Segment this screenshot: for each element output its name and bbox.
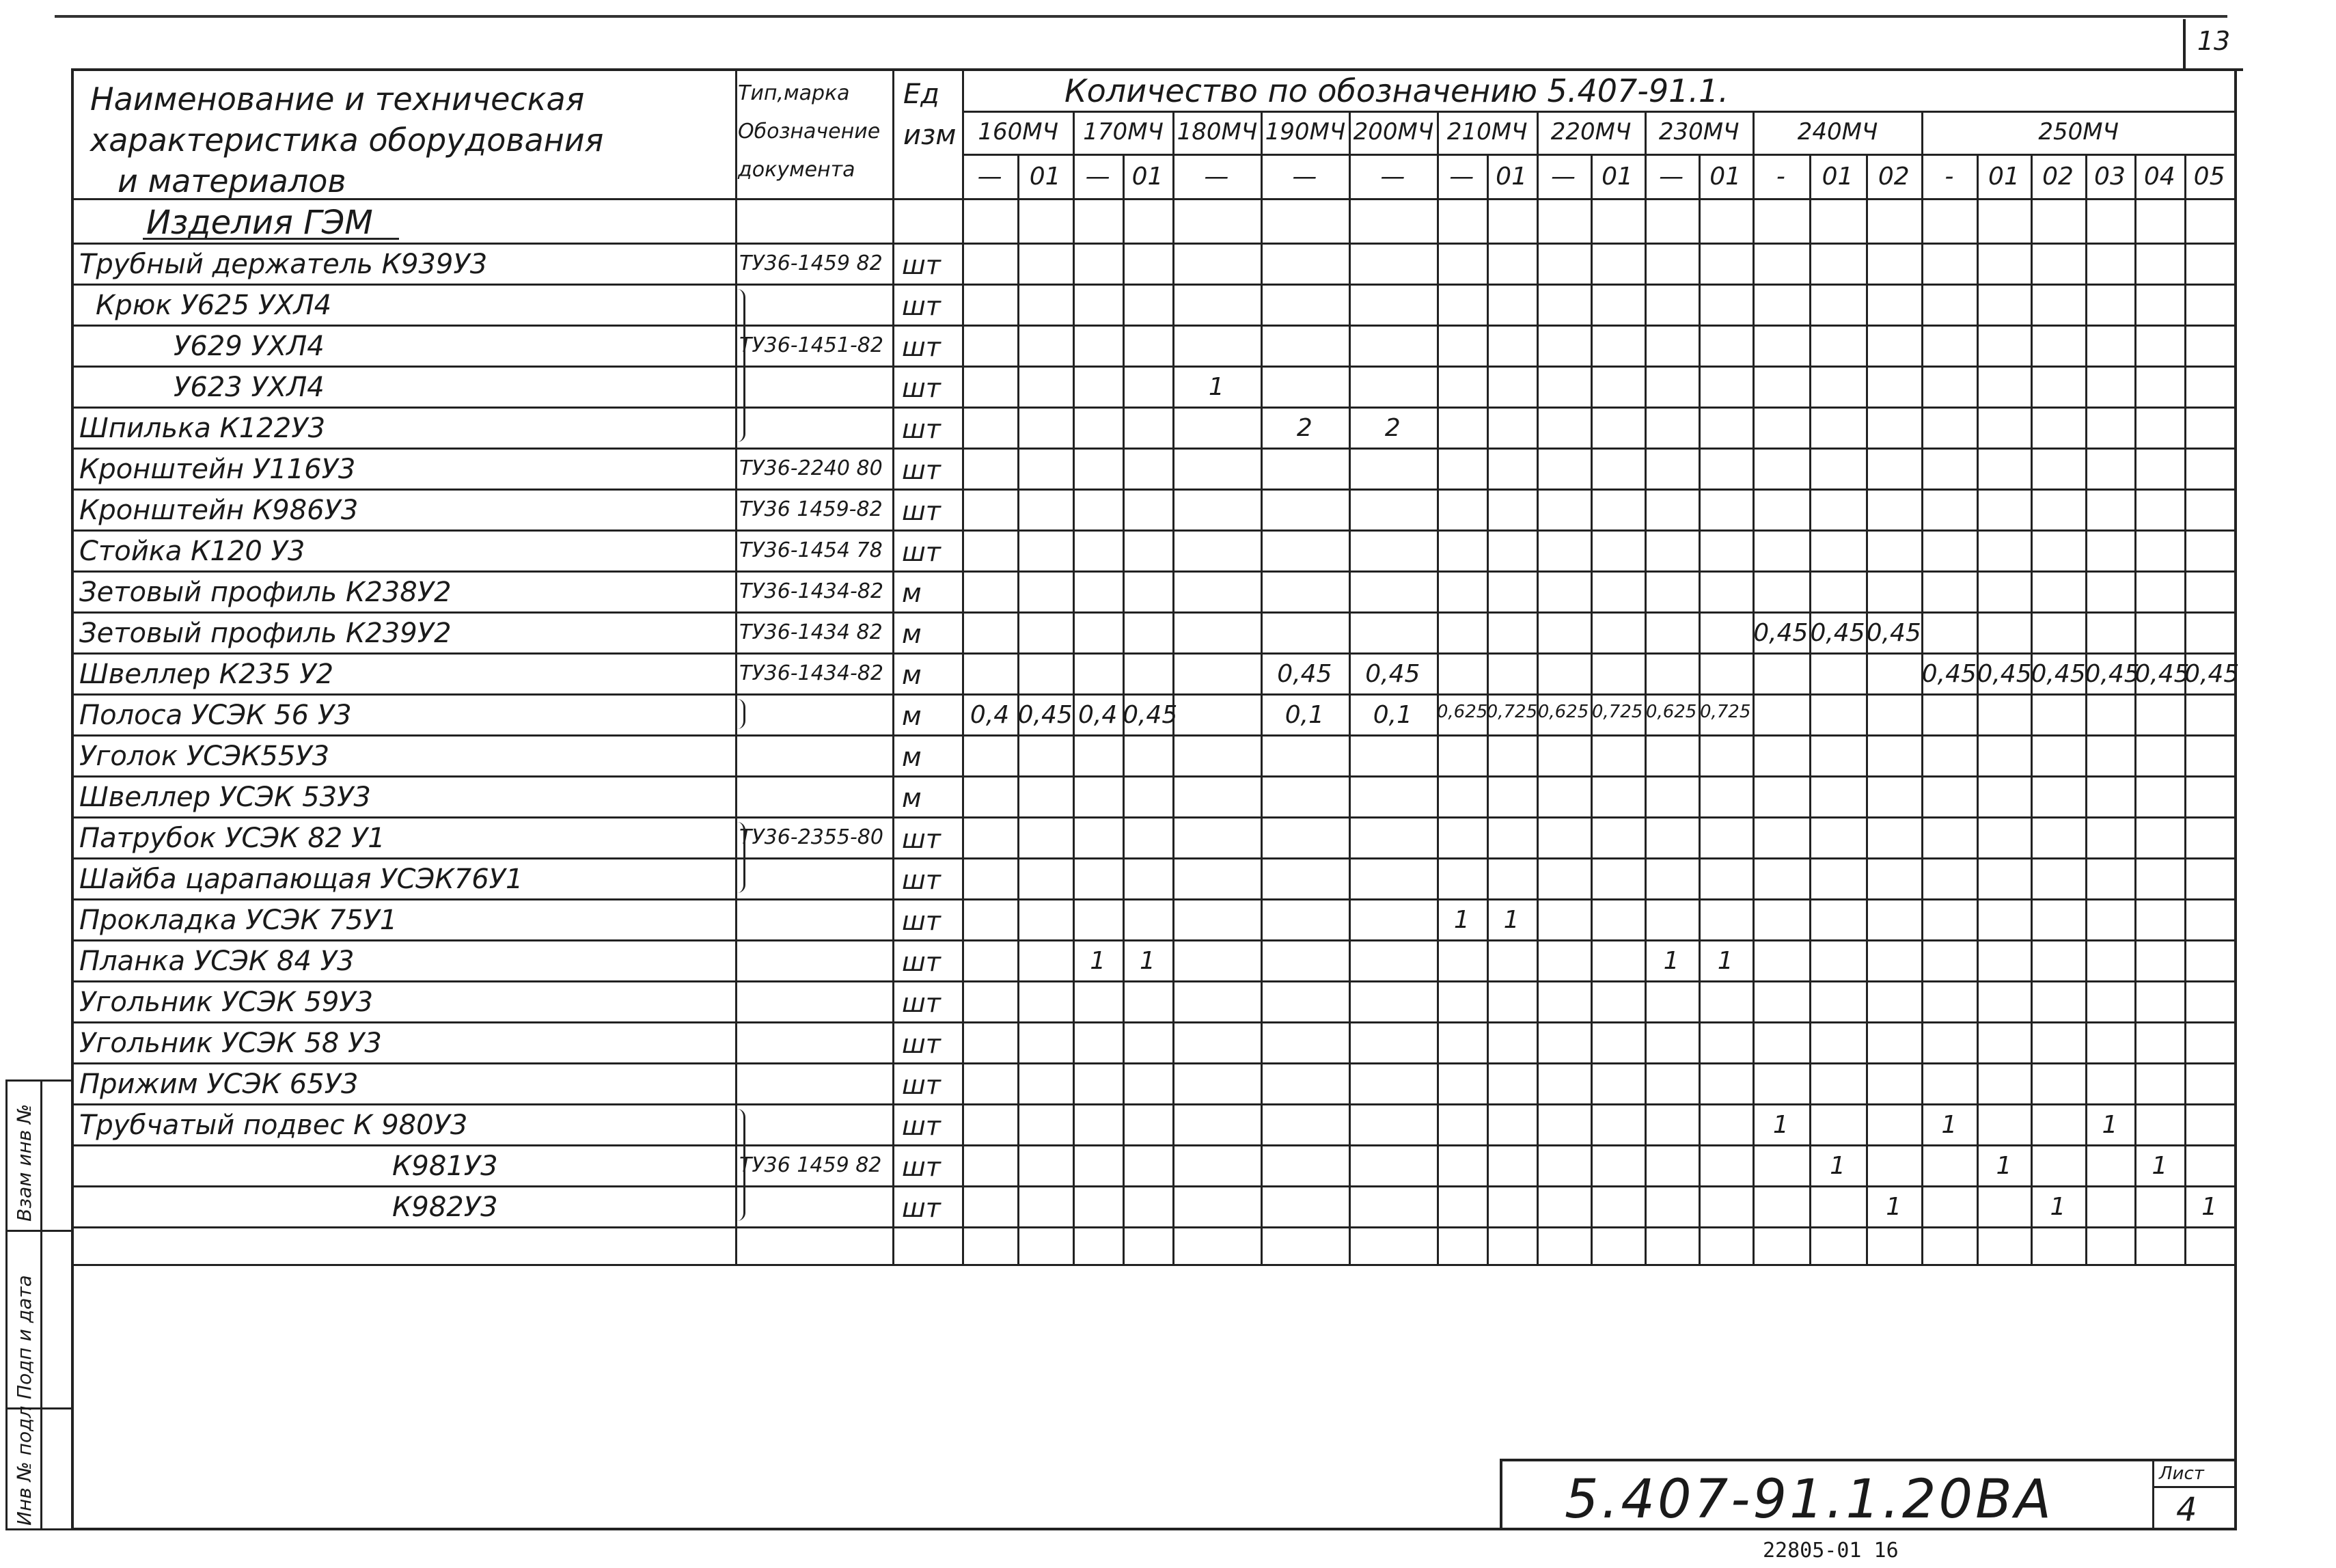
top-rule bbox=[55, 15, 2227, 18]
sub-column-border bbox=[2085, 154, 2087, 1264]
item-unit: м bbox=[902, 578, 922, 608]
sub-column-border bbox=[1977, 154, 1979, 1264]
side-cell-inv bbox=[8, 1405, 71, 1530]
table-row-line bbox=[71, 489, 2237, 491]
sheet-number: 4 bbox=[2176, 1491, 2197, 1529]
item-name: Кронштейн У116У3 bbox=[79, 454, 356, 485]
item-name: Швеллер УСЭК 53У3 bbox=[79, 782, 371, 813]
table-row-line bbox=[71, 775, 2237, 778]
sub-column-label: 01 bbox=[1131, 163, 1164, 191]
group-label-2: 180МЧ bbox=[1177, 118, 1258, 146]
header-name-line-0: Наименование и техническая bbox=[90, 81, 585, 118]
quantity-cell: 0,1 bbox=[1373, 701, 1412, 729]
table-row-line bbox=[71, 652, 2237, 655]
quantity-cell: 2 bbox=[1296, 414, 1313, 442]
item-type-doc: ТУ36-1459 82 bbox=[739, 251, 883, 275]
table-row-line bbox=[71, 734, 2237, 737]
item-unit: шт bbox=[902, 496, 941, 526]
sub-column-border bbox=[2134, 154, 2136, 1264]
table-row-line bbox=[71, 693, 2237, 696]
table-row-line bbox=[71, 1062, 2237, 1064]
table-row-line bbox=[71, 1021, 2237, 1023]
item-unit: шт bbox=[902, 824, 941, 854]
sub-column-label: — bbox=[1551, 163, 1576, 191]
quantity-cell: 1 bbox=[1772, 1111, 1789, 1139]
quantity-cell: 0,4 bbox=[1078, 701, 1118, 729]
grouping-brace bbox=[737, 1109, 745, 1221]
table-row-line bbox=[71, 611, 2237, 614]
side-label-inv: Инв № подл bbox=[13, 1405, 36, 1526]
quantity-cell: 0,45 bbox=[1921, 660, 1977, 688]
group-label-1: 170МЧ bbox=[1083, 118, 1164, 146]
table-row-line bbox=[71, 939, 2237, 941]
item-unit: шт bbox=[902, 1029, 941, 1059]
quantity-cell: 0,4 bbox=[970, 701, 1010, 729]
item-unit: шт bbox=[902, 537, 941, 567]
sub-column-label: — bbox=[1659, 163, 1684, 191]
item-name: Шайба царапающая УСЭК76У1 bbox=[79, 864, 523, 895]
section-title: Изделия ГЭМ bbox=[146, 204, 373, 242]
group-label-9: 250МЧ bbox=[2038, 118, 2119, 146]
quantity-cell: 0,725 bbox=[1486, 702, 1538, 722]
grouping-brace bbox=[737, 289, 745, 442]
quantity-cell: 0,625 bbox=[1645, 702, 1697, 722]
sub-column-label: 02 bbox=[2042, 163, 2074, 191]
archive-stamp: 22805-01 16 bbox=[1763, 1539, 1899, 1563]
sub-column-border bbox=[2031, 154, 2033, 1264]
item-name: Зетовый профиль К239У2 bbox=[79, 618, 452, 649]
quantity-cell: 1 bbox=[1140, 947, 1155, 975]
quantity-cell: 0,625 bbox=[1436, 702, 1488, 722]
header-unit-line-1: изм bbox=[903, 120, 957, 151]
quantity-cell: 1 bbox=[1503, 906, 1520, 934]
page-number: 13 bbox=[2197, 26, 2231, 56]
quantity-cell: 1 bbox=[1717, 947, 1733, 975]
table-row-line bbox=[71, 1226, 2237, 1228]
item-name: Кронштейн К986У3 bbox=[79, 495, 359, 526]
item-name: Патрубок УСЭК 82 У1 bbox=[79, 823, 385, 854]
sub-column-label: 03 bbox=[2094, 163, 2126, 191]
quantity-cell: 1 bbox=[2152, 1152, 2168, 1180]
group-label-0: 160МЧ bbox=[978, 118, 1058, 146]
item-name: Прижим УСЭК 65У3 bbox=[79, 1069, 359, 1100]
item-type-doc: ТУ36 1459-82 bbox=[739, 497, 883, 521]
document-code: 5.407-91.1.20ВА bbox=[1565, 1469, 2055, 1530]
table-row-line bbox=[71, 448, 2237, 450]
side-cell-sign bbox=[8, 1232, 71, 1409]
sub-column-label: - bbox=[1776, 163, 1785, 191]
item-unit: шт bbox=[902, 332, 941, 362]
quantity-cell: 0,45 bbox=[1277, 660, 1332, 688]
header-quantity-title: Количество по обозначению 5.407-91.1. bbox=[1064, 72, 1729, 109]
item-type-doc: ТУ36-1451-82 bbox=[739, 333, 883, 357]
item-name: Швеллер К235 У2 bbox=[79, 659, 334, 690]
sub-column-label: 02 bbox=[1878, 163, 1910, 191]
group-label-7: 230МЧ bbox=[1658, 118, 1740, 146]
quantity-cell: 1 bbox=[1996, 1152, 2012, 1180]
header-quantity-line bbox=[962, 111, 2237, 113]
sub-column-label: 01 bbox=[1988, 163, 2020, 191]
item-name: Угольник УСЭК 58 У3 bbox=[79, 1028, 382, 1059]
quantity-cell: 0,45 bbox=[2085, 660, 2140, 688]
type-column-border bbox=[892, 68, 894, 1264]
name-column-border bbox=[735, 68, 737, 1264]
item-unit: шт bbox=[902, 1193, 941, 1223]
item-unit: м bbox=[902, 619, 922, 649]
quantity-cell: 1 bbox=[2201, 1193, 2218, 1221]
item-type-doc: ТУ36-1434-82 bbox=[739, 579, 883, 603]
equipment-table bbox=[71, 68, 2240, 1530]
sub-column-label: — bbox=[1292, 163, 1317, 191]
item-name: Уголок УСЭК55У3 bbox=[79, 741, 330, 772]
sub-column-label: 01 bbox=[1029, 163, 1061, 191]
item-unit: шт bbox=[902, 414, 941, 444]
item-unit: шт bbox=[902, 455, 941, 485]
header-name-line-2: и материалов bbox=[118, 163, 346, 200]
table-row-line bbox=[71, 407, 2237, 409]
item-unit: шт bbox=[902, 906, 941, 936]
item-unit: шт bbox=[902, 1111, 941, 1141]
table-row-line bbox=[71, 980, 2237, 982]
item-name: Стойка К120 У3 bbox=[79, 536, 305, 567]
header-unit-line-0: Ед bbox=[903, 79, 939, 110]
quantity-cell: 0,45 bbox=[1753, 619, 1809, 647]
table-row-line bbox=[71, 366, 2237, 368]
quantity-cell: 1 bbox=[1663, 947, 1679, 975]
table-row-line bbox=[71, 857, 2237, 859]
header-type-line-0: Тип,марка bbox=[738, 81, 850, 105]
table-row-line bbox=[71, 1144, 2237, 1146]
grouping-brace bbox=[737, 822, 745, 893]
item-name: К982У3 bbox=[392, 1192, 498, 1223]
header-name-line-1: характеристика оборудования bbox=[90, 122, 604, 159]
quantity-cell: 1 bbox=[2050, 1193, 2066, 1221]
grouping-brace bbox=[737, 699, 745, 729]
quantity-cell: 0,45 bbox=[1365, 660, 1420, 688]
item-name: Шпилька К122У3 bbox=[79, 413, 326, 444]
quantity-cell: 1 bbox=[1941, 1111, 1957, 1139]
item-unit: м bbox=[902, 701, 922, 731]
quantity-cell: 0,45 bbox=[1017, 701, 1073, 729]
unit-column-border bbox=[962, 68, 964, 1264]
sheet-label: Лист bbox=[2159, 1463, 2204, 1484]
item-name: Полоса УСЭК 56 У3 bbox=[79, 700, 352, 731]
quantity-cell: 0,45 bbox=[1123, 701, 1178, 729]
quantity-cell: 1 bbox=[1886, 1193, 1902, 1221]
table-row-line bbox=[71, 1103, 2237, 1105]
sub-column-label: 04 bbox=[2143, 163, 2175, 191]
group-label-3: 190МЧ bbox=[1265, 118, 1346, 146]
side-approval-strip bbox=[5, 1079, 71, 1530]
quantity-cell: 0,625 bbox=[1537, 702, 1589, 722]
side-label-sign: Подп и дата bbox=[13, 1275, 36, 1399]
item-unit: шт bbox=[902, 373, 941, 403]
item-type-doc: ТУ36-1454 78 bbox=[739, 538, 883, 562]
sub-column-label: — bbox=[1204, 163, 1229, 191]
table-row-line bbox=[71, 898, 2237, 900]
table-row-line bbox=[71, 284, 2237, 286]
sub-column-border bbox=[1866, 154, 1868, 1264]
item-type-doc: ТУ36-2355-80 bbox=[739, 825, 883, 849]
quantity-cell: 1 bbox=[1453, 906, 1470, 934]
item-name: К981У3 bbox=[392, 1151, 498, 1182]
quantity-cell: 0,45 bbox=[1977, 660, 2032, 688]
quantity-cell: 2 bbox=[1384, 414, 1401, 442]
item-type-doc: ТУ36 1459 82 bbox=[739, 1153, 882, 1177]
quantity-cell: 0,45 bbox=[1810, 619, 1865, 647]
item-type-doc: ТУ36-1434-82 bbox=[739, 661, 883, 685]
item-name: У629 УХЛ4 bbox=[174, 331, 325, 362]
table-row-line bbox=[71, 1185, 2237, 1187]
sub-column-label: — bbox=[1380, 163, 1405, 191]
item-name: Зетовый профиль К238У2 bbox=[79, 577, 452, 608]
sub-column-label: — bbox=[1449, 163, 1474, 191]
table-bottom-line bbox=[71, 1264, 2237, 1266]
item-name: Угольник УСЭК 59У3 bbox=[79, 987, 374, 1018]
item-unit: м bbox=[902, 660, 922, 690]
sub-column-border bbox=[2184, 154, 2186, 1264]
group-label-5: 210МЧ bbox=[1446, 118, 1528, 146]
group-label-4: 200МЧ bbox=[1353, 118, 1434, 146]
item-name: У623 УХЛ4 bbox=[174, 372, 325, 403]
side-label-replace: Взам инв № bbox=[13, 1103, 36, 1222]
item-name: Прокладка УСЭК 75У1 bbox=[79, 905, 398, 936]
quantity-cell: 1 bbox=[2102, 1111, 2118, 1139]
section-bottom-line bbox=[71, 243, 2237, 245]
item-type-doc: ТУ36-2240 80 bbox=[739, 456, 883, 480]
sub-column-border bbox=[1809, 154, 1811, 1264]
table-row-line bbox=[71, 570, 2237, 573]
item-name: Планка УСЭК 84 У3 bbox=[79, 946, 355, 977]
side-cell-replace bbox=[8, 1082, 71, 1232]
quantity-cell: 0,1 bbox=[1284, 701, 1325, 729]
item-unit: шт bbox=[902, 291, 941, 321]
item-unit: шт bbox=[902, 250, 941, 280]
item-name: Трубный держатель К939У3 bbox=[79, 249, 488, 280]
quantity-cell: 0,45 bbox=[1866, 619, 1921, 647]
item-name: Трубчатый подвес К 980У3 bbox=[79, 1110, 468, 1141]
sub-column-label: 01 bbox=[1496, 163, 1527, 191]
sheet-label-divider bbox=[2152, 1486, 2237, 1488]
sub-column-label: — bbox=[977, 163, 1002, 191]
sub-column-label: 01 bbox=[1709, 163, 1742, 191]
quantity-cell: 1 bbox=[1208, 373, 1224, 401]
quantity-cell: 1 bbox=[1090, 947, 1106, 975]
table-row-line bbox=[71, 325, 2237, 327]
table-row-line bbox=[71, 816, 2237, 819]
item-unit: м bbox=[902, 783, 922, 813]
header-group-line bbox=[962, 154, 2237, 156]
quantity-cell: 0,45 bbox=[2184, 660, 2240, 688]
sub-column-label: 01 bbox=[1822, 163, 1854, 191]
quantity-cell: 1 bbox=[1830, 1152, 1845, 1180]
quantity-cell: 0,45 bbox=[2031, 660, 2086, 688]
quantity-cell: 0,725 bbox=[1699, 702, 1751, 722]
item-unit: шт bbox=[902, 865, 941, 895]
quantity-cell: 0,45 bbox=[2134, 660, 2190, 688]
item-unit: шт bbox=[902, 988, 941, 1018]
item-name: Крюк У625 УХЛ4 bbox=[96, 290, 332, 321]
sub-column-label: 05 bbox=[2193, 163, 2225, 191]
group-label-8: 240МЧ bbox=[1797, 118, 1878, 146]
quantity-cell: 0,725 bbox=[1591, 702, 1643, 722]
header-bottom-line bbox=[71, 198, 2237, 200]
item-type-doc: ТУ36-1434 82 bbox=[739, 620, 883, 644]
header-type-line-2: документа bbox=[738, 158, 855, 182]
sub-column-label: - bbox=[1945, 163, 1954, 191]
group-label-6: 220МЧ bbox=[1550, 118, 1632, 146]
item-unit: м bbox=[902, 742, 922, 772]
item-unit: шт bbox=[902, 1070, 941, 1100]
sub-column-label: 01 bbox=[1602, 163, 1633, 191]
item-unit: шт bbox=[902, 947, 941, 977]
sub-column-label: — bbox=[1085, 163, 1110, 191]
table-row-line bbox=[71, 529, 2237, 532]
header-type-line-1: Обозначение bbox=[738, 120, 881, 143]
item-unit: шт bbox=[902, 1152, 941, 1182]
section-title-underline bbox=[143, 238, 399, 240]
